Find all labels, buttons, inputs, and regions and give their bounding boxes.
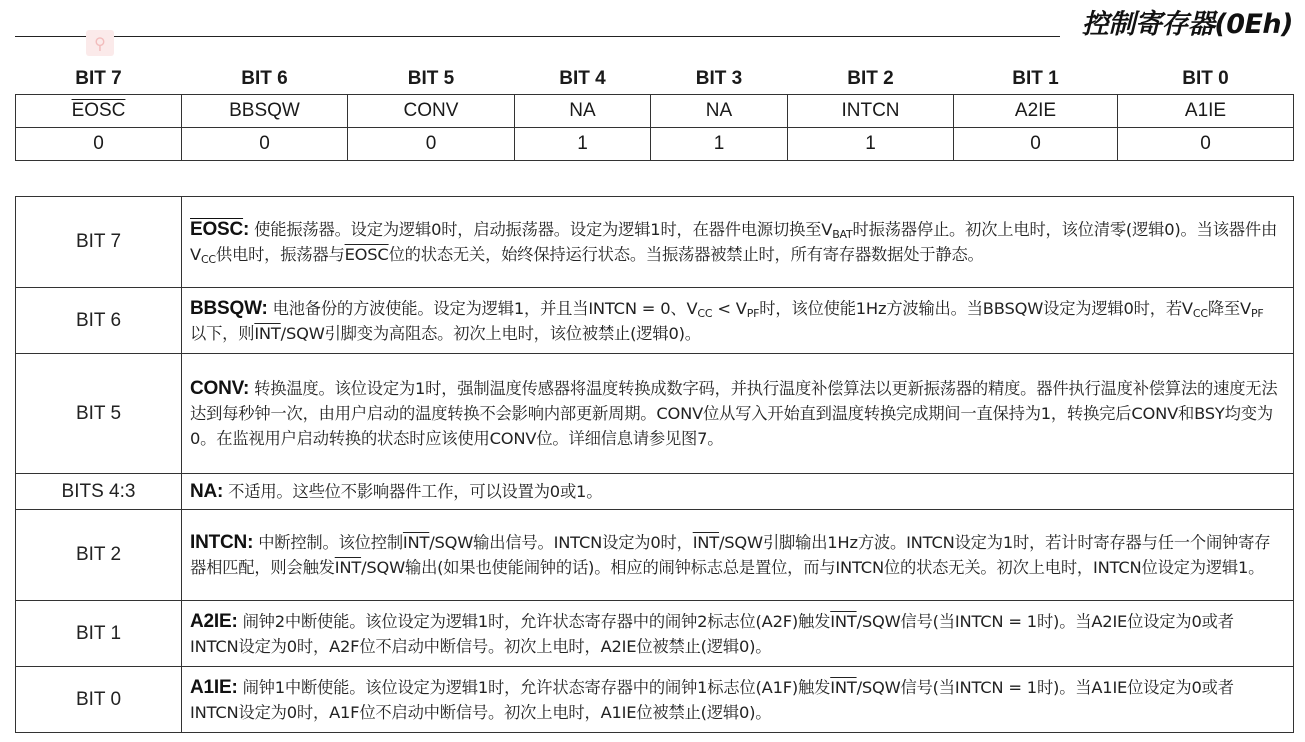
default-value-cell: 0	[16, 128, 182, 161]
bit-description-table	[15, 196, 1294, 733]
description-bit-label: BITS 4:3	[16, 474, 182, 510]
description-row	[16, 288, 1294, 354]
field-name: A2IE	[190, 610, 232, 632]
description-text: INTCN: 中断控制。该位控制$\overline{INT}$/SQW输出信号。INTCN设定为0时，$\overline{INT}$/SQW引脚输出1Hz方波。INTCN设定为1时，若计时寄存器与任一个闹钟寄存器相匹配，则会触发$\overline{INT}$/SQW输出(如果也使能闹钟的话)。相应的闹钟标志总是置位，而与INTCN位的状态无关。初次上电时，INTCN位设定为逻辑1。	[182, 510, 1294, 601]
description-bit-label: BIT 6	[16, 288, 182, 354]
default-value-cell: 0	[182, 128, 348, 161]
bit-header: BIT 3	[695, 68, 743, 89]
bit-name-cell	[16, 95, 182, 128]
bit-name-cell: A2IE	[954, 95, 1118, 128]
bit-name-cell: INTCN	[788, 95, 954, 128]
bit-name-cell: CONV	[348, 95, 515, 128]
field-name: A1IE	[190, 676, 232, 698]
watermark-icon: ⚲	[86, 30, 114, 56]
bit-header: BIT 2	[847, 68, 894, 89]
default-value-cell: 1	[651, 128, 788, 161]
default-value-cell: 0	[954, 128, 1118, 161]
description-row	[16, 354, 1294, 474]
bit-name-eosc: EOSC	[71, 100, 126, 121]
default-value-cell: 0	[348, 128, 515, 161]
default-value-cell: 1	[515, 128, 651, 161]
default-value-cell: 1	[788, 128, 954, 161]
description-text: A1IE: 闹钟1中断使能。该位设定为逻辑1时，允许状态寄存器中的闹钟1标志位(A1F)触发$\overline{INT}$/SQW信号(当INTCN = 1时)。当A1IE位设定为0或者INTCN设定为0时，A1F位不启动中断信号。初次上电时，A1IE位被禁止(逻辑0)。	[182, 667, 1294, 733]
bit-header: BIT 1	[1012, 68, 1059, 89]
bit-header-row	[16, 64, 1294, 95]
field-name: INTCN	[190, 532, 248, 553]
page-title: 控制寄存器(0Eh)	[1081, 9, 1293, 40]
register-bit-table	[15, 64, 1294, 161]
description-row	[16, 601, 1294, 667]
description-text: BBSQW: 电池备份的方波使能。设定为逻辑1，并且当INTCN = 0、$V_{CC} < V_{PF}$时，该位使能1Hz方波输出。当BBSQW设定为逻辑0时，若$V_{CC}$降至$V_{PF}$以下，则$\overline{INT}$/SQW引脚变为高阻态。初次上电时，该位被禁止(逻辑0)。	[182, 288, 1294, 354]
description-bit-label: BIT 7	[16, 197, 182, 288]
bit-header: BIT 4	[559, 68, 606, 89]
bit-name-cell: A1IE	[1118, 95, 1294, 128]
bit-name-cell: NA	[651, 95, 788, 128]
default-value-cell: 0	[1118, 128, 1294, 161]
description-bit-label: BIT 0	[16, 667, 182, 733]
bit-header: BIT 6	[241, 68, 288, 89]
field-name: CONV	[190, 378, 244, 399]
bit-header: BIT 0	[1182, 68, 1229, 89]
description-bit-label: BIT 1	[16, 601, 182, 667]
field-name: EOSC	[190, 219, 244, 240]
description-bit-label: BIT 2	[16, 510, 182, 601]
description-text: A2IE: 闹钟2中断使能。该位设定为逻辑1时，允许状态寄存器中的闹钟2标志位(A2F)触发$\overline{INT}$/SQW信号(当INTCN = 1时)。当A2IE位设定为0或者INTCN设定为0时，A2F位不启动中断信号。初次上电时，A2IE位被禁止(逻辑0)。	[182, 601, 1294, 667]
description-text: CONV: 转换温度。该位设定为1时，强制温度传感器将温度转换成数字码，并执行温度补偿算法以更新振荡器的精度。器件执行温度补偿算法的速度无法达到每秒钟一次，由用户启动的温度转换不会影响内部更新周期。CONV位从写入开始直到温度转换完成期间一直保持为1，转换完后CONV和BSY均变为0。在监视用户启动转换的状态时应该使用CONV位。详细信息请参见图7。	[182, 354, 1294, 474]
bit-header: BIT 7	[75, 68, 122, 89]
description-row	[16, 510, 1294, 601]
bit-header: BIT 5	[407, 68, 455, 89]
bit-name-cell: NA	[515, 95, 651, 128]
description-bit-label: BIT 5	[16, 354, 182, 474]
description-row	[16, 667, 1294, 733]
bit-name-cell: BBSQW	[182, 95, 348, 128]
description-row	[16, 474, 1294, 510]
title-rule	[15, 36, 1060, 37]
bit-name-row	[16, 95, 1294, 128]
description-text: EOSC: 使能振荡器。设定为逻辑0时，启动振荡器。设定为逻辑1时，在器件电源切换至$V_{BAT}$时振荡器停止。初次上电时，该位清零(逻辑0)。当该器件由$V_{CC}$供电时，振荡器与EOSC位的状态无关，始终保持运行状态。当振荡器被禁止时，所有寄存器数据处于静态。	[182, 197, 1294, 288]
description-text: NA: 不适用。这些位不影响器件工作，可以设置为0或1。	[182, 474, 1294, 510]
default-value-row	[16, 128, 1294, 161]
field-name: BBSQW	[190, 297, 262, 319]
description-row	[16, 197, 1294, 288]
field-name: NA	[190, 481, 218, 502]
